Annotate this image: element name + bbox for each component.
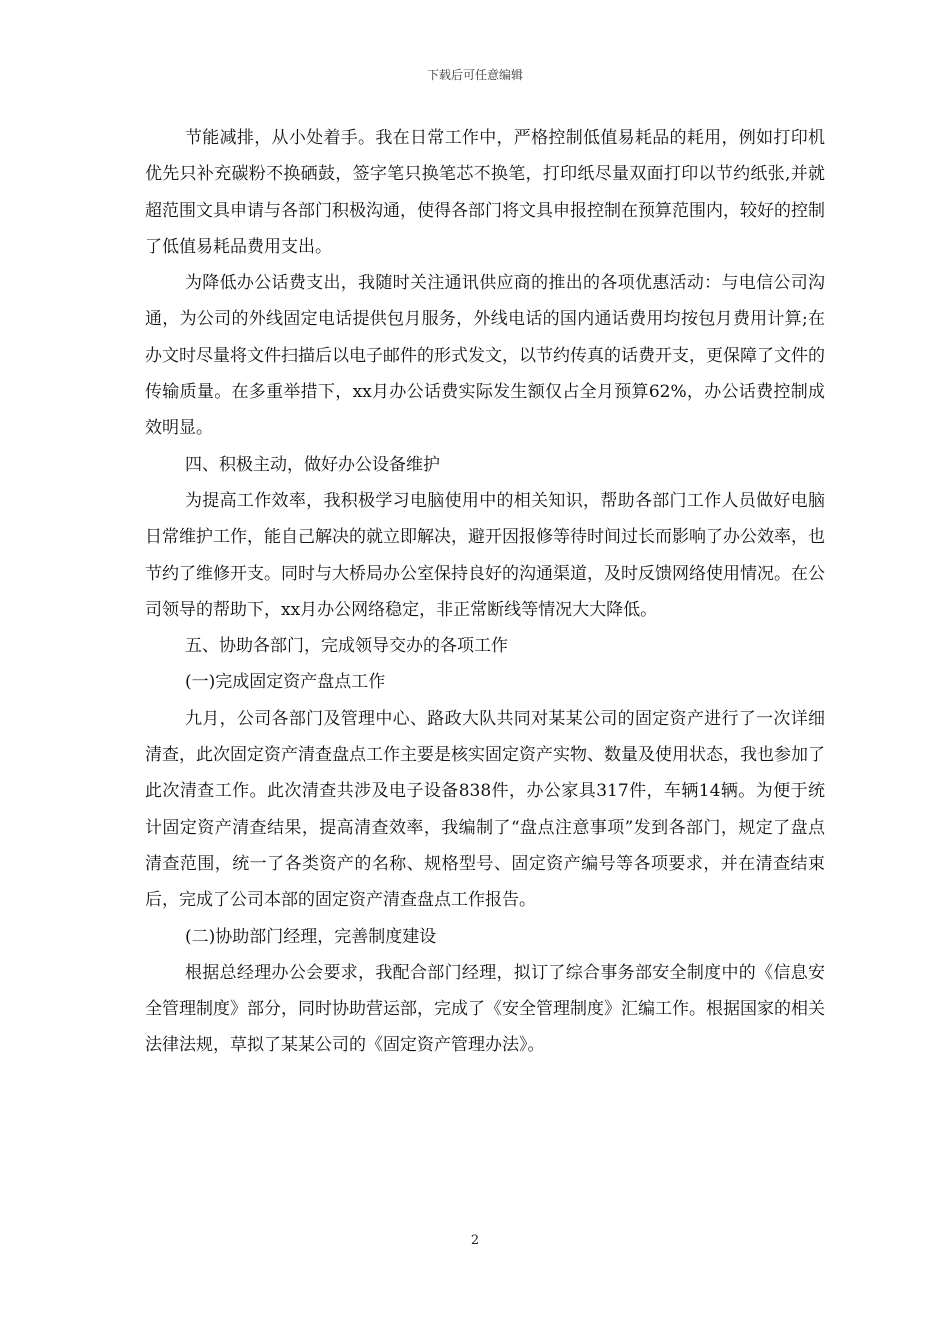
subsection-heading: (一)完成固定资产盘点工作	[185, 672, 386, 693]
page-header: 下载后可任意编辑	[426, 68, 523, 82]
paragraph: 节能减排，从小处着手。我在日常工作中，严格控制低值易耗品的耗用，例如打印机优先只补充碳粉不换硒鼓，签字笔只换笔芯不换笔，打印纸尽量双面打印以节约纸张,并就超范围文具申请与各部门积极沟通，使得各部门将文具申报控制在预算范围内，较好的控制了低值易耗品费用支出。	[145, 128, 825, 257]
section-heading: 五、协助各部门，完成领导交办的各项工作	[185, 636, 508, 657]
paragraph: 为提高工作效率，我积极学习电脑使用中的相关知识，帮助各部门工作人员做好电脑日常维护工作，能自己解决的就立即解决，避开因报修等待时间过长而影响了办公效率，也节约了维修开支。同时与大桥局办公室保持良好的沟通渠道，及时反馈网络使用情况。在公司领导的帮助下，xx月办公网络稳定，非正常断线等情况大大降低。	[145, 490, 825, 620]
paragraph: 根据总经理办公会要求，我配合部门经理，拟订了综合事务部安全制度中的《信息安全管理制度》部分，同时协助营运部，完成了《安全管理制度》汇编工作。根据国家的相关法律法规，草拟了某某公司的《固定资产管理办法》。	[145, 962, 825, 1056]
subsection-heading: (二)协助部门经理，完善制度建设	[185, 926, 437, 947]
page-number: 2	[470, 1233, 480, 1248]
paragraph: 为降低办公话费支出，我随时关注通讯供应商的推出的各项优惠活动：与电信公司沟通，为公司的外线固定电话提供包月服务，外线电话的国内通话费用均按包月费用计算;在办文时尽量将文件扫描后以电子邮件的形式发文，以节约传真的话费开支，更保障了文件的传输质量。在多重举措下，xx月办公话费实际发生额仅占全月预算62%，办公话费控制成效明显。	[145, 273, 825, 439]
document-body	[145, 120, 825, 1064]
section-heading: 四、积极主动，做好办公设备维护	[185, 454, 440, 475]
paragraph: 九月，公司各部门及管理中心、路政大队共同对某某公司的固定资产进行了一次详细清查，此次固定资产清查盘点工作主要是核实固定资产实物、数量及使用状态，我也参加了此次清查工作。此次清查共涉及电子设备838件，办公家具317件，车辆14辆。为便于统计固定资产清查结果，提高清查效率，我编制了“盘点注意事项”发到各部门，规定了盘点清查范围，统一了各类资产的名称、规格型号、固定资产编号等各项要求，并在清查结束后，完成了公司本部的固定资产清查盘点工作报告。	[145, 708, 825, 911]
